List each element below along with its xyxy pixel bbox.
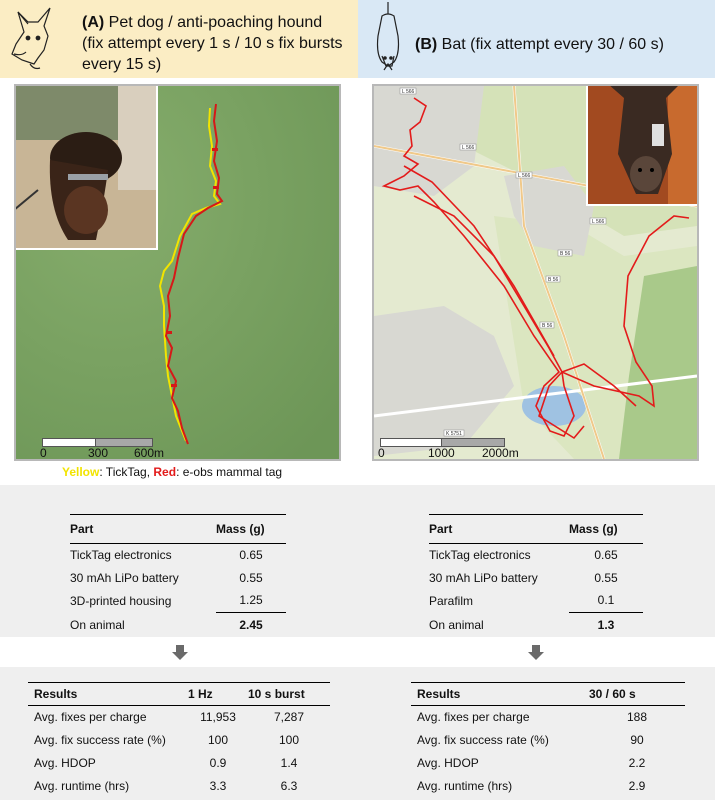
results-a-row-1-v1: 100 [207, 732, 229, 747]
mass-b-row-1-mass: 0.55 [594, 570, 618, 585]
map-a-legend [62, 465, 282, 479]
mass-b-row-1-part: 30 mAh LiPo battery [429, 570, 538, 585]
mass-a-row-2-mass: 1.25 [216, 589, 286, 612]
results-b-row-2-label: Avg. HDOP [417, 755, 479, 770]
results-a-row-2-label: Avg. HDOP [34, 755, 96, 770]
mass-a-row-0-part: TickTag electronics [70, 547, 172, 562]
results-a-row-3-v2: 6.3 [280, 778, 298, 793]
results-a-header-2: 10 s burst [248, 686, 305, 701]
results-a-header-1: 1 Hz [188, 686, 213, 701]
results-b-row-2-v1: 2.2 [628, 755, 646, 770]
dog-head-icon [4, 4, 66, 74]
results-a-row-1-v2: 100 [278, 732, 300, 747]
mass-a-row-1-mass: 0.55 [239, 570, 263, 585]
legend-yellow: Yellow [62, 465, 100, 479]
mass-b-header-mass: Mass (g) [569, 521, 618, 536]
bat-icon [368, 0, 408, 74]
mass-a-header-part: Part [70, 521, 94, 536]
road-label-5: B 56 [560, 251, 571, 257]
results-a-row-2-v1: 0.9 [209, 755, 227, 770]
mass-a-total-label: On animal [70, 618, 125, 632]
mass-b-row-0-mass: 0.65 [594, 547, 618, 562]
panel-a-label: (A) [82, 14, 105, 31]
mass-b-row-0-part: TickTag electronics [429, 547, 531, 562]
mass-a-header-mass: Mass (g) [216, 521, 265, 536]
dog-photo-image [14, 84, 158, 250]
bat-photo [586, 84, 699, 206]
scale-b-1: 1000 [428, 446, 455, 460]
panel-b-label: (B) [415, 36, 438, 53]
results-b-header-1: 30 / 60 s [589, 686, 636, 701]
map-b [372, 84, 699, 461]
results-table-b [411, 682, 685, 797]
results-a-row-1-label: Avg. fix success rate (%) [34, 732, 166, 747]
scale-a-2: 600m [134, 446, 165, 460]
legend-red: Red [153, 465, 177, 479]
road-label-4: L 566 [592, 219, 605, 225]
results-table-a [28, 682, 330, 797]
arrow-down-a-icon [172, 645, 188, 660]
results-b-row-1-v1: 90 [630, 732, 644, 747]
results-a-row-3-v1: 3.3 [209, 778, 227, 793]
road-label-2: L 566 [462, 145, 475, 151]
mass-a-row-0-mass: 0.65 [239, 547, 263, 562]
results-b-row-1-label: Avg. fix success rate (%) [417, 732, 549, 747]
results-b-row-3-label: Avg. runtime (hrs) [417, 778, 513, 793]
results-b-header-0: Results [417, 686, 461, 701]
mass-b-total-value: 1.3 [597, 618, 615, 633]
scale-b-0: 0 [378, 446, 385, 460]
scale-a-0: 0 [40, 446, 47, 460]
map-a [14, 84, 341, 461]
road-label-8: K 5751 [446, 431, 462, 437]
road-label-7: B 56 [542, 323, 553, 329]
road-label-3: L 566 [518, 173, 531, 179]
panel-b-title [415, 34, 715, 55]
arrow-down-b-icon [528, 645, 544, 660]
legend-red-text: : e-obs mammal tag [176, 465, 283, 479]
panel-a-header [0, 0, 358, 78]
scale-a-1: 300 [88, 446, 109, 460]
bat-photo-image [588, 84, 699, 206]
results-b-row-0-label: Avg. fixes per charge [417, 709, 530, 724]
results-a-row-0-label: Avg. fixes per charge [34, 709, 147, 724]
legend-yellow-text: : TickTag, [99, 465, 154, 479]
road-label-1: L 566 [402, 89, 415, 95]
panel-b-title-text: Bat (fix attempt every 30 / 60 s) [437, 36, 664, 53]
mass-a-total-value: 2.45 [239, 618, 263, 633]
panel-a-title [82, 12, 358, 75]
road-label-6: B 56 [548, 277, 559, 283]
panel-b-header [358, 0, 715, 78]
mass-b-header-part: Part [429, 521, 453, 536]
results-b-row-3-v1: 2.9 [628, 778, 646, 793]
results-a-row-2-v2: 1.4 [280, 755, 298, 770]
panel-a-title-line1: Pet dog / anti-poaching hound [104, 14, 323, 31]
results-a-header-0: Results [34, 686, 78, 701]
mass-a-row-2-part: 3D-printed housing [70, 593, 172, 608]
mass-b-total-label: On animal [429, 618, 484, 632]
mass-a-row-1-part: 30 mAh LiPo battery [70, 570, 179, 585]
scale-b-2: 2000m [482, 446, 519, 460]
panel-a-title-line2: (fix attempt every 1 s / 10 s fix bursts [82, 35, 343, 52]
results-a-row-0-v2: 7,287 [273, 709, 305, 724]
mass-table-a [70, 514, 286, 638]
dog-photo [14, 84, 158, 250]
results-a-row-3-label: Avg. runtime (hrs) [34, 778, 130, 793]
panel-a-title-line3: every 15 s) [82, 56, 162, 73]
mass-table-b [429, 514, 643, 638]
mass-b-row-2-part: Parafilm [429, 593, 474, 608]
results-a-row-0-v1: 11,953 [200, 709, 236, 724]
results-b-row-0-v1: 188 [626, 709, 648, 724]
mass-b-row-2-mass: 0.1 [569, 589, 643, 612]
